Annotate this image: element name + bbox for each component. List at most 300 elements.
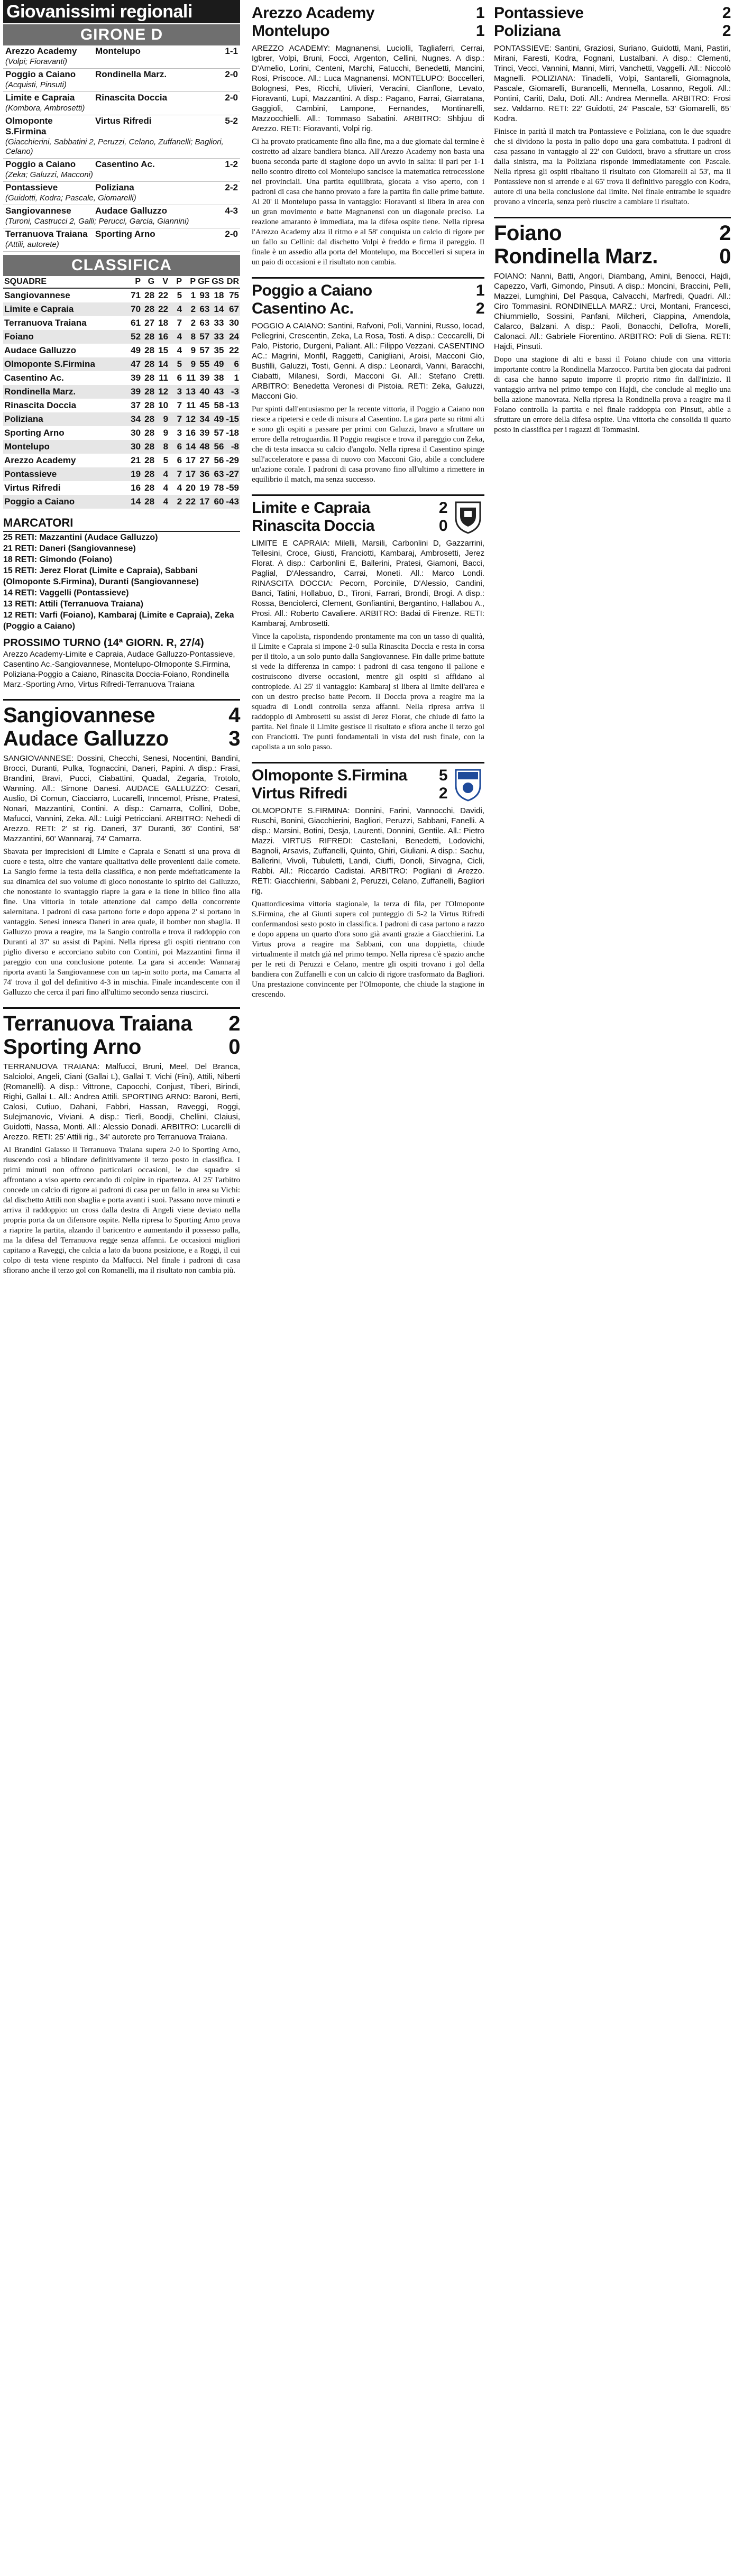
stat-cell: 4 (155, 495, 169, 509)
fixture-row (3, 228, 240, 240)
standings-column-header: V (155, 276, 169, 288)
stat-cell: 28 (144, 428, 155, 438)
stat-cell: 30 (229, 318, 239, 328)
team-name: Limite e Capraia (3, 302, 128, 316)
stat-cell: 1 (190, 290, 196, 300)
away-team: Rinascita Doccia (252, 517, 375, 535)
stat-cell: 39 (199, 428, 210, 438)
team-name: Montelupo (3, 440, 128, 454)
stat-cell: 11 (159, 373, 169, 383)
standings-header-row (3, 276, 240, 288)
scorer-line: 13 RETI: Attili (Terranuova Traiana) (3, 600, 143, 609)
stat-cell: 28 (144, 290, 155, 300)
standings-column-header: P (128, 276, 142, 288)
girone-label: GIRONE D (3, 24, 240, 45)
stat-cell: 93 (199, 290, 210, 300)
stat-cell: 40 (197, 385, 210, 399)
stat-cell: -8 (225, 440, 240, 454)
stat-cell: -3 (225, 385, 240, 399)
stat-cell: 39 (199, 373, 210, 383)
fixture-scorers: (Volpi; Fioravanti) (3, 57, 240, 69)
stat-cell: 28 (142, 412, 155, 426)
stat-cell: 18 (158, 318, 169, 328)
article-body: Quattordicesima vittoria stagionale, la terza di fila, per l'Olmoponte S.Firmina, che al Giunti supera col punteggio di 5-2 la Virtus Rifredi confermandosi sesto posto in classifica. I padroni di casa partono a razzo e dopo appena un quarto d'ora sono già avanti grazie a Giacchierini. La Virtus prova a reagire ma Sabbani, con una doppietta, chiude virtualmente il match già nel primo tempo. Nella ripresa c'è spazio anche per le reti di Peruzzi e Celano, mentre gli ospiti trovano i gol della bandiera con Zuffanelli e con un calcio di rigore trasformato da Bagliori. Una prestazione convincente per l'Olmoponte, che chiude la stagione in crescendo. (252, 900, 484, 999)
fixture-score: 4-3 (225, 206, 238, 216)
stat-cell: 19 (128, 467, 142, 481)
stat-cell: 75 (229, 290, 239, 300)
team-name: Audace Galluzzo (4, 345, 77, 355)
fixture-score: 5-2 (225, 116, 238, 126)
stat-cell: 17 (183, 467, 197, 481)
stat-cell: -13 (226, 400, 239, 410)
fixture-scorers: (Guidotti, Kodra; Pascale, Giomarelli) (3, 194, 240, 205)
stat-cell: 7 (169, 412, 183, 426)
team-name: Virtus Rifredi (4, 483, 61, 493)
fixture-scorers: (Acquisti, Pinsuti) (3, 80, 240, 92)
home-team: Foiano (494, 222, 562, 245)
home-team: Poggio a Caiano (252, 282, 372, 299)
fixture-row (3, 205, 240, 217)
stat-cell: 6 (169, 440, 183, 454)
stat-cell: 34 (128, 412, 142, 426)
stat-cell: -27 (225, 467, 240, 481)
fixture-away: Poliziana (95, 182, 134, 192)
team-name: Sangiovannese (4, 290, 70, 300)
fixture-home: Arezzo Academy (5, 46, 77, 56)
next-round-text: Arezzo Academy-Limite e Capraia, Audace Galluzzo-Pontassieve, Casentino Ac.-Sangiovannese, Montelupo-Olmoponte S.Firmina, Poliziana-Poggio a Caiano, Rinascita Doccia-Foiano, Rondinella Marz.-Sporting Arno, Virtus Rifredi-Terranuova Traiana (3, 650, 235, 689)
away-score: 0 (719, 245, 731, 268)
standings-column-header: G (142, 276, 155, 288)
stat-cell: 63 (199, 318, 210, 328)
away-team: Virtus Rifredi (252, 785, 347, 802)
fixture-away: Virtus Rifredi (95, 116, 152, 126)
scorer-line: 14 RETI: Vaggelli (Pontassieve) (3, 588, 129, 597)
home-team: Arezzo Academy (252, 4, 374, 22)
classifica-label: CLASSIFICA (3, 255, 240, 276)
stat-cell: 22 (158, 290, 169, 300)
article-body: Ci ha provato praticamente fino alla fine, ma a due giornate dal termine è costretto ad alzare bandiera bianca. All'Arezzo Academy non basta una buona seconda parte di stagione dopo un avvio in salita: il pari per 1-1 nello scontro diretto col Montelupo sancisce la matematica retrocessione nei provinciali. Una partita equilibrata, giocata a viso aperto, con i padroni di casa che hanno provato a fare la partita fin dalle prime battute. Al 20' il Montelupo passa in vantaggio: Fioravanti si libera in area con un gran movimento e batte Magnanensi con un diagonale preciso. La reazione amaranto è immediata, ma la difesa ospite tiene. Nella ripresa l'Arezzo Academy alza il ritmo e al 58' conquista un calcio di rigore per un fallo su Cellini: dal dischetto Volpi è freddo e firma il pareggio. Il finale è un assedio alla porta del Montelupo, ma Boccelleri si supera in un paio di occasioni e il risultato non cambia. (252, 137, 484, 266)
stat-cell: 28 (144, 345, 155, 355)
home-score: 5 (438, 767, 447, 784)
standings-row (3, 399, 240, 412)
away-score: 2 (722, 22, 731, 40)
article-terranuova (3, 1007, 240, 1276)
fixture-row (3, 159, 240, 170)
standings-column-header: P (183, 276, 197, 288)
stat-cell: 4 (169, 302, 183, 316)
fixture-home: Pontassieve (5, 182, 58, 192)
team-name: Olmoponte S.Firmina (3, 357, 128, 371)
lineup-text: AREZZO ACADEMY: Magnanensi, Luciolli, Tagliaferri, Cerrai, Igbrer, Volpi, Bruni, Focci, Argenton, Cellini, Nugnes. A disp.: D'Amelio, Lorini, Centeni, Marchi, Fatucchi, Benedetti, Mancini, Rosi, Priscoce. All.: Luca Magnanensi. MONTELUPO: Boccelleri, Bolognesi, Pes, Ricchi, Ulivieri, Veracini, Cianflone, Levato, Fioravanti, Lupi, Mazzantini. A disp.: Pagano, Farrai, Giarratana, Gaggioli, Cambini, Lampone, Fernandes, Montinarelli, Mazzocchielli. All.: Tommaso Sabatini. ARBITRO: Shbjuu di Arezzo. RETI: Fioravanti, Volpi rig. (252, 44, 484, 133)
team-name: Terranuova Traiana (4, 318, 87, 328)
stat-cell: 14 (155, 357, 169, 371)
scorer-line: 18 RETI: Gimondo (Foiano) (3, 555, 113, 564)
standings-column-header: P (169, 276, 183, 288)
stat-cell: 9 (155, 412, 169, 426)
stat-cell: 17 (197, 495, 210, 509)
stat-cell: 11 (186, 373, 196, 383)
match-title (252, 785, 484, 803)
away-score: 2 (438, 785, 447, 802)
stat-cell: 12 (183, 412, 197, 426)
lineup-text: FOIANO: Nanni, Batti, Angori, Diambang, Amini, Benocci, Hajdi, Capezzo, Varfi, Gimondo, Pinsuti. A disp.: Moncini, Braccini, Pelli, Mazzei, Lumghini, Del Pasqua, Calvacchi, Marfredi, Quadri. All.: Ciro Tommasini. RONDINELLA MARZ.: Urci, Montani, Francesci, Chiummiello, Sossini, Panfani, Milcheri, Ciappina, Amendola, Calarco, Balzani. A disp.: Paoli, Bonacchi, Dellofra, Morelli, Calonaci. All.: Gabriele Fiorentino. ARBITRO: Poli di Siena. RETI: Hajdi, Pinsuti. (494, 272, 731, 351)
stat-cell: 56 (210, 440, 225, 454)
stat-cell: 14 (128, 495, 142, 509)
stat-cell: 3 (177, 428, 182, 438)
stat-cell: 16 (131, 483, 141, 493)
marcatori-title: MARCATORI (3, 516, 240, 532)
right-column (494, 0, 731, 435)
stat-cell: 20 (186, 483, 196, 493)
stat-cell: -18 (226, 428, 239, 438)
stat-cell: -43 (225, 495, 240, 509)
stat-cell: 11 (186, 400, 196, 410)
fixture-scorers: (Zeka; Galuzzi, Macconi) (3, 170, 240, 182)
stat-cell: 55 (197, 357, 210, 371)
fixture-score: 2-0 (225, 69, 238, 79)
stat-cell: 9 (190, 345, 196, 355)
fixture-score: 1-1 (225, 46, 238, 56)
stat-cell: 16 (155, 330, 169, 344)
home-score: 4 (228, 704, 240, 727)
stat-cell: 28 (142, 357, 155, 371)
fixture-score: 2-2 (225, 182, 238, 192)
article-body: Vince la capolista, rispondendo prontamente ma con un tasso di qualità, il Limite e Capraia si impone 2-0 sulla Rinascita Doccia e resta in corsa per il titolo, a un solo punto dalla Sangiovannese. Fin dalle prime battute si vede la differenza in campo: i padroni di casa tengono il pallone e costruiscono diverse occasioni, mentre gli ospiti si affidano al contropiede. Al 25' il vantaggio: Kambaraj si libera al limite dell'area e con un destro preciso batte Pecorn. Il Doccia prova a reagire ma la squadra di Londi controlla senza affanni. Nella ripresa arriva il raddoppio di Ambrosetti su assist di Jerez Florat, che chiude di fatto la partita. Nel finale il Limite gestisce il risultato e sfiora anche il terzo gol con Franciotti. Tre punti fondamentali in vista del rush finale, con la capolista a un solo passo. (252, 632, 484, 751)
standings-column-header: SQUADRE (3, 276, 128, 288)
home-team: Sangiovannese (3, 704, 155, 727)
standings-column-header: DR (225, 276, 240, 288)
fixture-home: Olmoponte S.Firmina (5, 116, 53, 136)
fixture-row (3, 69, 240, 80)
standings-row (3, 344, 240, 357)
standings-row (3, 495, 240, 509)
home-score: 1 (475, 282, 484, 299)
stat-cell: 27 (144, 318, 155, 328)
stat-cell: -15 (225, 412, 240, 426)
stat-cell: 12 (155, 385, 169, 399)
stat-cell: 14 (210, 302, 225, 316)
stat-cell: 57 (197, 330, 210, 344)
left-column (3, 0, 240, 1276)
stat-cell: 24 (225, 330, 240, 344)
standings-row (3, 330, 240, 344)
stat-cell: 35 (214, 345, 224, 355)
article-olmoponte (252, 762, 484, 1000)
home-score: 2 (438, 499, 447, 517)
stat-cell: 71 (131, 290, 141, 300)
team-crest-icon (454, 500, 482, 534)
team-name: Rondinella Marz. (3, 385, 128, 399)
fixture-scorers: (Turoni, Castrucci 2, Galli; Perucci, Garcia, Giannini) (3, 217, 240, 228)
stat-cell: 48 (197, 440, 210, 454)
stat-cell: 10 (158, 400, 169, 410)
match-title (494, 245, 731, 268)
scorer-line: 21 RETI: Daneri (Sangiovannese) (3, 544, 136, 553)
standings-body (3, 288, 240, 509)
match-title (3, 1035, 240, 1059)
home-team: Pontassieve (494, 4, 584, 22)
match-title (252, 517, 484, 535)
stat-cell: 43 (210, 385, 225, 399)
stat-cell: 8 (183, 330, 197, 344)
stat-cell: 57 (199, 345, 210, 355)
stat-cell: 28 (142, 440, 155, 454)
standings-row (3, 302, 240, 316)
article-body: Al Brandini Galasso il Terranuova Traiana supera 2-0 lo Sporting Arno, riuscendo così a blindare definitivamente il terzo posto in classifica. I primi minuti non offrono particolari occasioni, le due squadre si affrontano a viso aperto cercando di colpire in ripartenza. Al 25' l'arbitro concede un calcio di rigore ai padroni di casa per un fallo in area su Vichi: dal dischetto Attili non sbaglia e porta avanti i suoi. Passano nove minuti e arriva il raddoppio: un cross dalla destra di Angeli viene deviato nella propria porta da un difensore ospite. Nella ripresa lo Sporting Arno prova a riaprire la partita, alzando il baricentro e aumentando il possesso palla, ma la difesa del Terranuova regge senza affanni. Le occasioni migliori capitano a Raveggi, che calcia a lato da buona posizione, e a Roggi, il cui colpo di testa viene respinto da Malfucci. Nel finale i padroni di casa sfiorano anche il terzo gol con Romanelli, ma il risultato non cambia più. (3, 1146, 240, 1275)
stat-cell: 16 (186, 428, 196, 438)
stat-cell: 7 (177, 400, 182, 410)
stat-cell: 21 (131, 455, 141, 465)
fixture-row (3, 92, 240, 104)
standings-row (3, 481, 240, 495)
stat-cell: 4 (177, 483, 182, 493)
match-title (494, 22, 731, 40)
stat-cell: 38 (214, 373, 224, 383)
stat-cell: 17 (186, 455, 196, 465)
stat-cell: 33 (210, 330, 225, 344)
standings-row (3, 316, 240, 330)
stat-cell: 28 (144, 373, 155, 383)
lineup-text: SANGIOVANNESE: Dossini, Checchi, Senesi, Nocentini, Bandini, Brocci, Duranti, Pulka, Tognaccini, Daneri, Papini. A disp.: Frasi, Brandini, Bravi, Pucci, Ciabattini, Quadal, Zegaria, Trotolo, Wanning. All.: Simone Danesi. AUDACE GALLUZZO: Cesari, Auslio, Di Comun, Ciacciarro, Lucarelli, Inncemol, Prisne, Pratesi, Nonari, Mazzantini, Contini. A disp.: Camarra, Collini, Dobe, Mafucci, Vannini, Zeka. All.: Luigi Petricciani. ARBITRO: Nehedi di Arezzo. RETI: 2' st rig. Daneri, 37' Duranti, 36' Contini, 58' Mazzantini, 60' Wannaraj, 74' Camarra. (3, 754, 240, 843)
fixture-score: 2-0 (225, 229, 238, 239)
stat-cell: 5 (163, 455, 169, 465)
scorer-line: 15 RETI: Jerez Florat (Limite e Capraia), Sabbani (Olmoponte S.Firmina), Duranti (Sangiovannese) (3, 566, 199, 586)
home-score: 2 (228, 1012, 240, 1035)
stat-cell: -59 (226, 483, 239, 493)
article-foiano (494, 217, 731, 435)
standings-row (3, 385, 240, 399)
standings-row (3, 467, 240, 481)
stat-cell: 7 (169, 467, 183, 481)
team-crest-icon (454, 768, 482, 802)
fixture-score: 2-0 (225, 93, 238, 103)
stat-cell: 6 (225, 357, 240, 371)
standings-row (3, 412, 240, 426)
away-score: 1 (475, 22, 484, 40)
standings-row (3, 371, 240, 385)
team-name: Foiano (3, 330, 128, 344)
team-name: Arezzo Academy (4, 455, 76, 465)
article-body: Pur spinti dall'entusiasmo per la recente vittoria, il Poggio a Caiano non riesce a ripetersi e cede di misura al Casentino. La gara parte su ritmi alti e sono gli ospiti a passare per primi con Galuzzi, bravo a sfruttare un errore della retroguardia. Il Poggio reagisce e trova il pareggio con Zeka, che di testa insacca su calcio d'angolo. Nella ripresa il Casentino spinge sull'acceleratore e passa di nuovo con Macconi Gio, abile a concludere un'azione corale. I padroni di casa provano fino all'ultimo a rimettere in equilibrio il match, ma senza successo. (252, 405, 484, 484)
stat-cell: 6 (177, 373, 182, 383)
home-team: Olmoponte S.Firmina (252, 767, 407, 784)
article-limite (252, 494, 484, 752)
stat-cell: 4 (177, 345, 182, 355)
article-pontassieve (494, 4, 731, 207)
stat-cell: 30 (131, 428, 141, 438)
fixture-score: 1-2 (225, 159, 238, 169)
stat-cell: 5 (169, 357, 183, 371)
team-name: Casentino Ac. (4, 373, 64, 383)
fixture-away: Montelupo (95, 46, 141, 56)
stat-cell: 28 (142, 495, 155, 509)
team-name: Poliziana (3, 412, 128, 426)
fixture-home: Limite e Capraia (5, 93, 75, 103)
lineup-text: LIMITE E CAPRAIA: Milelli, Marsili, Carbonlini D, Gazzarrini, Tellesini, Croce, Giusti, Franciotti, Kambaraj, Ambrosetti, Jerez Florat. A disp.: Carbonlini E, Ballerini, Pratesi, Giamoni, Bacci, Paglial, D'Alessandro, Carrai, Moneti. All.: Marco Londi. RINASCITA DOCCIA: Pecorn, Porcinile, D'Alessio, Candini, Banci, Tatini, Hollabuo, D., Tironi, Farrari, Brondi, Brogi. A disp.: Rossa, Benciolerci, Clement, Gonfiantini, Bergantino, Hallabou A., Prosi. All.: Roberto Cavaliere. ARBITRO: Badai di Firenze. RETI: Kambaraj, Ambrosetti. (252, 539, 484, 628)
stat-cell: 2 (190, 318, 196, 328)
stat-cell: 14 (183, 440, 197, 454)
home-team: Limite e Capraia (252, 499, 370, 517)
stat-cell: 2 (183, 302, 197, 316)
stat-cell: 9 (163, 428, 169, 438)
away-score: 0 (438, 517, 447, 535)
standings-row (3, 440, 240, 454)
match-title (252, 300, 484, 318)
fixture-home: Poggio a Caiano (5, 159, 76, 169)
stat-cell: 4 (155, 467, 169, 481)
scorers-list (3, 532, 240, 632)
fixture-away: Rondinella Marz. (95, 69, 167, 79)
stat-cell: 37 (131, 400, 141, 410)
stat-cell: 22 (183, 495, 197, 509)
stat-cell: 34 (197, 412, 210, 426)
fixtures-list (3, 45, 240, 252)
stat-cell: 4 (163, 483, 169, 493)
stat-cell: 13 (183, 385, 197, 399)
fixture-scorers: (Kombora, Ambrosetti) (3, 104, 240, 115)
stat-cell: 28 (144, 455, 155, 465)
stat-cell: 70 (128, 302, 142, 316)
away-team: Casentino Ac. (252, 300, 354, 317)
stat-cell: 56 (214, 455, 224, 465)
stat-cell: 22 (229, 345, 239, 355)
stat-cell: 49 (210, 357, 225, 371)
home-score: 1 (475, 4, 484, 22)
article-body: Sbavata per imprecisioni di Limite e Capraia e Senatti si una prova di cuore e testa, oltre che vantare qualitativa delle provenienti dalle comete. La Sangio ferme la testa della classifica, e non perde mdeftaticamente la sua dinamica del suo volume di gioco nonostante lo spirito del Galluzzo, che nonostante lo svantaggio riapre la gara e la tiene in bilico fino alla fine. Una vittoria in totale attenzione dal campo della concorrente salernitana. I padroni di casa partono forte e dopo appena 2' si portano in vantaggio. Senesi innesca Daneri in area quale, il bomber non sbaglia. Il Galluzzo prova a reagire, ma la Sangio controlla e trova il raddoppio con Duranti al 37' su assist di Papini. Nella ripresa gli ospiti rientrano con piglio diverso e accorciano subito con Contini, poi Mazzantini firma il pareggio con una conclusione potente. La gara si accende: Wannaraj riporta avanti la Sangiovannese con un tap-in sotto porta, ma Camarra al 74' trova il gol del definitivo 4-3 in mischia. Finale incandescente con il Galluzzo che cerca il pari fino all'ultimo secondo senza riuscirci. (3, 848, 240, 997)
standings-table (3, 276, 240, 509)
stat-cell: 28 (144, 483, 155, 493)
stat-cell: 39 (131, 373, 141, 383)
stat-cell: 30 (128, 440, 142, 454)
away-team: Rondinella Marz. (494, 245, 658, 268)
lineup-text: OLMOPONTE S.FIRMINA: Donnini, Farini, Vannocchi, Davidi, Ruschi, Bonini, Giacchierini, Bagliori, Peruzzi, Sabbani, Fanelli. A disp.: Marsini, Botini, Desja, Laurenti, Donnini, Gentile. All.: Pietro Mazzi. VIRTUS RIFREDI: Castellani, Benedetti, Lodovichi, Bagnoli, Arsavis, Zuffanelli, Quinto, Ghiri, Giuliani. A disp.: Sachu, Ballerini, Vivoli, Tubuletti, Landi, Ciuffi, Donoli, Sirvagna, Cicli, Rabbi. All.: Riccardo Cadistai. ARBITRO: Pogliani di Arezzo. RETI: Giacchierini, Sabbani 2, Peruzzi, Celano, Zuffanelli, Bagliori rig. (252, 806, 484, 896)
match-title (3, 704, 240, 727)
stat-cell: 67 (225, 302, 240, 316)
next-round-title: PROSSIMO TURNO (14ª GIORN. R, 27/4) (3, 637, 204, 649)
standings-column-header: GS (210, 276, 225, 288)
article-body: Finisce in parità il match tra Pontassieve e Poliziana, con le due squadre che si dividono la posta in palio dopo una gara combattuta. I padroni di casa passano in vantaggio al 22' con Guidotti, bravo a sfruttare un cross dalla sinistra, ma la Poliziana risponde immediatamente con Pascale. Nella ripresa gli ospiti ribaltano il risultato con Giomarelli al 53', ma il Pontassieve non si arrende e al 65' trova il definitivo pareggio con Kodra, autore di una bella conclusione dal limite. Nel finale entrambe le squadre provano a vincerla, senza però riuscire a cambiare il risultato. (494, 127, 731, 206)
standings-row (3, 357, 240, 371)
fixture-home: Sangiovannese (5, 206, 71, 216)
stat-cell: 19 (199, 483, 210, 493)
stat-cell: 49 (131, 345, 141, 355)
stat-cell: 60 (210, 495, 225, 509)
match-title (252, 4, 484, 22)
article-body: Dopo una stagione di alti e bassi il Foiano chiude con una vittoria importante contro la Rondinella Marzocco. Partita ben giocata dai padroni di casa che hanno saputo imporre il proprio ritmo fin dall'inizio. Il vantaggio arriva nel primo tempo con Hajdi, che conclude al meglio una bella azione manovrata. Nella ripresa la Rondinella prova a reagire ma il Foiano controlla la partita e nel finale raddoppia con Pinsuti, abile a sfruttare un errore della difesa ospite. Una vittoria che consolida il quarto posto in classifica per i ragazzi di Tommasini. (494, 355, 731, 434)
article-sangiovannese (3, 699, 240, 998)
away-team: Audace Galluzzo (3, 727, 169, 750)
away-team: Poliziana (494, 22, 561, 40)
match-title (252, 499, 484, 517)
lineup-text: POGGIO A CAIANO: Santini, Rafvoni, Poli, Vannini, Russo, Iocad, Pellegrini, Crescentin, Zeka, La Rosa, Tosti. A disp.: Ceccarelli, Di Palo, Pistorio, Durgeni, Paliant. All.: Filippo Vezzani. CASENTINO AC.: Magrini, Monfil, Raggetti, Canigliani, Aroisi, Macconi Gio, Busfilli, Galuzzi, Tosti, Genni. A disp.: Leonardi, Vanni, Baracchi, Ciabatti, Milanesi, Sordi, Macconi Gi. All.: Stefano Cretti. ARBITRO: Benedetta Veronesi di Pistoia. RETI: Zeka, Galuzzi, Macconi Gio. (252, 321, 484, 401)
fixture-row (3, 115, 240, 137)
match-title (494, 222, 731, 245)
team-name: Pontassieve (3, 467, 128, 481)
match-title (3, 727, 240, 750)
stat-cell: 33 (214, 318, 224, 328)
fixture-row (3, 182, 240, 194)
match-title (494, 4, 731, 22)
away-score: 0 (228, 1035, 240, 1059)
stat-cell: 3 (169, 385, 183, 399)
fixture-home: Poggio a Caiano (5, 69, 76, 79)
fixture-away: Casentino Ac. (95, 159, 155, 169)
stat-cell: 39 (128, 385, 142, 399)
stat-cell: 28 (144, 400, 155, 410)
match-title (252, 282, 484, 300)
home-team: Terranuova Traiana (3, 1012, 192, 1035)
stat-cell: 8 (155, 440, 169, 454)
stat-cell: 5 (177, 290, 182, 300)
article-poggio (252, 277, 484, 485)
team-name: Poggio a Caiano (3, 495, 128, 509)
standings-row (3, 426, 240, 440)
scorer-line: 25 RETI: Mazzantini (Audace Galluzzo) (3, 533, 158, 542)
article-arezzo (252, 4, 484, 268)
stat-cell: 28 (142, 330, 155, 344)
stat-cell: 61 (131, 318, 141, 328)
stat-cell: 4 (169, 330, 183, 344)
fixture-row (3, 45, 240, 57)
fixture-scorers: (Giacchierini, Sabbatini 2, Peruzzi, Celano, Zuffanelli; Bagliori, Celano) (3, 137, 240, 159)
stat-cell: 7 (177, 318, 182, 328)
stat-cell: 45 (199, 400, 210, 410)
home-score: 2 (719, 222, 731, 245)
stat-cell: 57 (214, 428, 224, 438)
stat-cell: 18 (214, 290, 224, 300)
stat-cell: 49 (210, 412, 225, 426)
stat-cell: 47 (128, 357, 142, 371)
stat-cell: 27 (199, 455, 210, 465)
fixture-home: Terranuova Traiana (5, 229, 88, 239)
stat-cell: 9 (183, 357, 197, 371)
stat-cell: 63 (197, 302, 210, 316)
stat-cell: 15 (158, 345, 169, 355)
standings-row (3, 454, 240, 467)
home-score: 2 (722, 4, 731, 22)
fixture-away: Sporting Arno (95, 229, 155, 239)
stat-cell: -29 (226, 455, 239, 465)
page-title: Giovanissimi regionali (3, 0, 240, 23)
stat-cell: 1 (234, 373, 239, 383)
stat-cell: 6 (177, 455, 182, 465)
away-score: 2 (475, 300, 484, 317)
fixture-away: Rinascita Doccia (95, 93, 168, 103)
stat-cell: 22 (155, 302, 169, 316)
match-title (3, 1012, 240, 1035)
stat-cell: 78 (214, 483, 224, 493)
match-title (252, 767, 484, 785)
away-team: Montelupo (252, 22, 330, 40)
stat-cell: 28 (142, 385, 155, 399)
standings-row (3, 288, 240, 302)
stat-cell: 2 (169, 495, 183, 509)
fixture-scorers: (Attili, autorete) (3, 240, 240, 252)
stat-cell: 28 (142, 467, 155, 481)
away-score: 3 (228, 727, 240, 750)
fixture-away: Audace Galluzzo (95, 206, 168, 216)
lineup-text: PONTASSIEVE: Santini, Graziosi, Suriano, Guidotti, Mani, Pastiri, Mirani, Faresti, Kodra, Fognani, Lustalbani. A disp.: Clementi, Trinci, Vecci, Vannini, Manni, Mirri, Vanchetti, Vaggelli. All.: Niccolò Magnelli. POLIZIANA: Tinadelli, Volpi, Santarelli, Giomagnola, Pascale, Giomarelli, Burancelli, Mennella, Losanno, Regoli. All.: Pontini, Cariti, Dalu, Doti. All.: Andrea Mennella. ARBITRO: Frosi sez. Valdarno. RETI: 22' Guidotti, 24' Pascale, 53' Giomarelli, 65' Kodra. (494, 44, 731, 123)
away-team: Sporting Arno (3, 1035, 141, 1059)
lineup-text: TERRANUOVA TRAIANA: Malfucci, Bruni, Meel, Del Branca, Salcioloi, Angeli, Ciani (Gallai L), Gallai T, Vichi (Fini), Attili, Niberti (Romanelli). A disp.: Vittrone, Capocchi, Conjust, Tiberi, Birindi, Righi, Gallai L. All.: Andrea Attili. SPORTING ARNO: Baroni, Berti, Calosi, Cutiuo, Dahani, Fabbri, Hassan, Raveggi, Roggi, Sulejmanovic, Viviani. A disp.: Tierli, Boodji, Chellini, Claiusi, Guidotti, Nassa, Monti. All.: Alessio Donadi. ARBITRO: Lucarelli di Arezzo. RETI: 25' Attili rig., 34' autorete pro Terranuova Traiana. (3, 1062, 240, 1142)
team-name: Sporting Arno (4, 428, 65, 438)
stat-cell: 58 (214, 400, 224, 410)
scorer-line: 12 RETI: Varfi (Foiano), Kambaraj (Limite e Capraia), Zeka (Poggio a Caiano) (3, 611, 234, 631)
stat-cell: 36 (197, 467, 210, 481)
stat-cell: 52 (128, 330, 142, 344)
stat-cell: 63 (210, 467, 225, 481)
standings-column-header: GF (197, 276, 210, 288)
